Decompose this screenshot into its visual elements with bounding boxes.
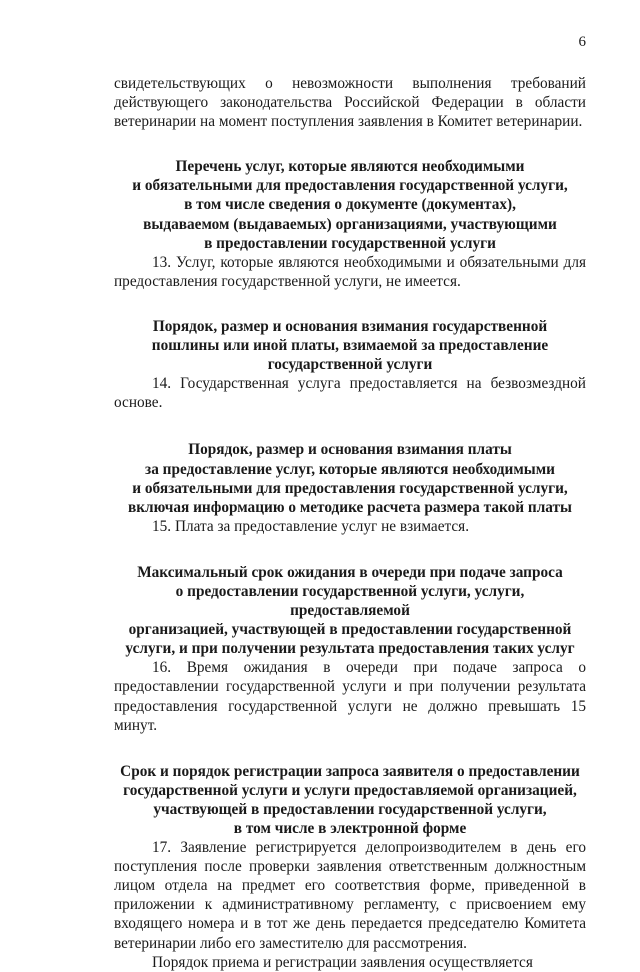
section-heading-state-fee <box>114 317 586 374</box>
heading-line: и обязательными для предоставления государственной услуги, <box>132 177 568 195</box>
heading-line: государственной услуги <box>267 356 433 374</box>
paragraph-17: 17. Заявление регистрируется делопроизводителем в день его поступления после проверки заявления ответственным должностным лицом отдела на предмет его соответствия форме, приведенной в приложении к административному регламенту, с присвоением ему входящего номера и в тот же день передается председателю Комитета ветеринарии либо его заместителю для рассмотрения. <box>114 839 586 952</box>
heading-line: за предоставление услуг, которые являются необходимыми <box>145 460 555 478</box>
section-heading-queue-time <box>114 563 586 658</box>
heading-line: выдаваемом (выдаваемых) организациями, участвующими <box>143 215 557 233</box>
page-number: 6 <box>578 34 586 50</box>
paragraph-14: 14. Государственная услуга предоставляется на безвозмездной основе. <box>114 375 586 412</box>
heading-line: Перечень услуг, которые являются необходимыми <box>175 158 525 176</box>
heading-line: о предоставлении государственной услуги, услуги, предоставляемой <box>175 582 525 620</box>
heading-line: государственной услуги и услуги предоставляемой организацией, <box>123 781 577 799</box>
paragraph-13: 13. Услуг, которые являются необходимыми и обязательными для предоставления государственной услуги, не имеется. <box>114 253 586 290</box>
heading-line: в предоставлении государственной услуги <box>204 234 496 252</box>
section-heading-required-services <box>114 157 586 252</box>
paragraph-15: 15. Плата за предоставление услуг не взимается. <box>152 517 470 535</box>
heading-line: в том числе сведения о документе (документах), <box>184 196 516 214</box>
paragraph-16: 16. Время ожидания в очереди при подаче запроса о предоставлении государственной услуги и при получении результата предоставления государственной услуги не должно превышать 15 минут. <box>114 659 586 734</box>
page-content <box>114 74 586 972</box>
heading-line: включая информацию о методике расчета размера такой платы <box>127 498 573 516</box>
heading-line: в том числе в электронной форме <box>233 820 467 837</box>
heading-line: Срок и порядок регистрации запроса заявителя о предоставлении <box>120 762 580 780</box>
heading-line: Порядок, размер и основания взимания платы <box>188 441 512 459</box>
heading-line: участвующей в предоставлении государственной услуги, <box>153 800 547 818</box>
intro-paragraph: свидетельствующих о невозможности выполнения требований действующего законодательства Российской Федерации в области ветеринарии на момент поступления заявления в Комитет ветеринарии. <box>114 75 586 131</box>
section-heading-registration <box>114 762 586 838</box>
heading-line: Максимальный срок ожидания в очереди при подаче запроса <box>137 563 563 581</box>
heading-line: услуги, и при получении результата предоставления таких услуг <box>125 640 575 658</box>
heading-line: организацией, участвующей в предоставлении государственной <box>128 621 572 639</box>
heading-line: Порядок, размер и основания взимания государственной <box>152 317 548 335</box>
heading-line: пошлины или иной платы, взимаемой за предоставление <box>151 337 549 355</box>
section-heading-service-fee <box>114 440 586 516</box>
heading-line: и обязательными для предоставления государственной услуги, <box>132 479 568 497</box>
paragraph-17-continuation: Порядок приема и регистрации заявления осуществляется <box>152 953 533 971</box>
